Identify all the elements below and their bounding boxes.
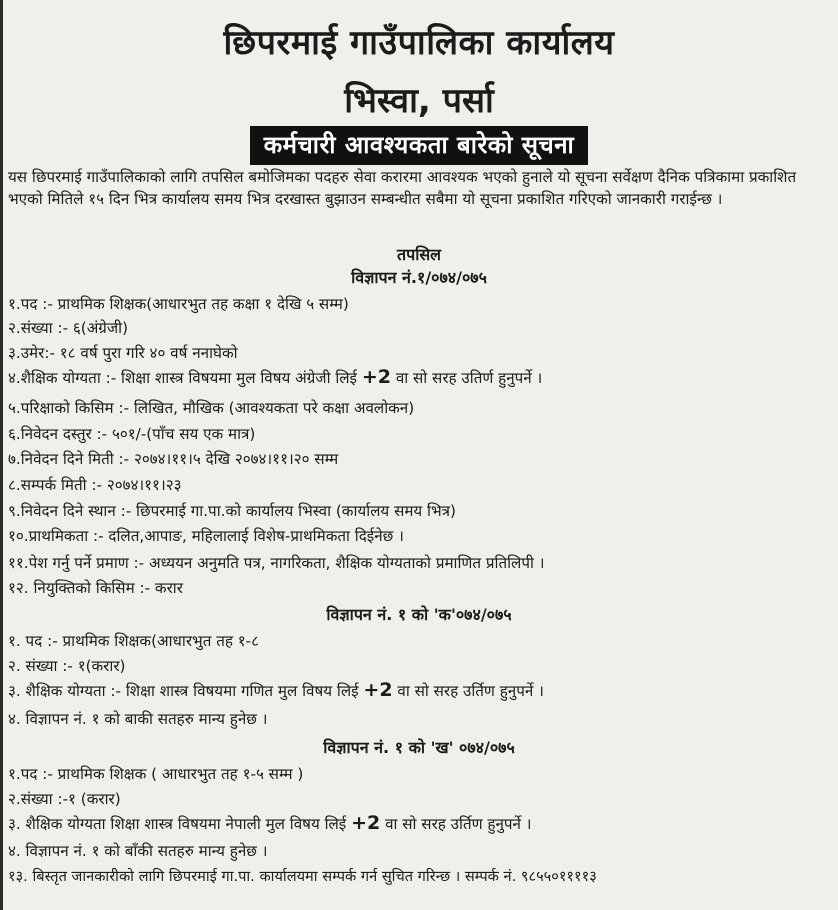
office-title: छिपरमाई गाउँपालिका कार्यालय xyxy=(223,23,615,63)
list-item: ११.पेश गर्नु पर्ने प्रमाण :- अध्ययन अनुमति पत्र, नागरिकता, शैक्षिक योग्यताको प्रमाणित प्रतिलिपी । xyxy=(8,554,545,572)
list-item: १.पद :- प्राथमिक शिक्षक ( आधारभुत तह १-५ सम्म ) xyxy=(8,765,304,783)
notice-banner: कर्मचारी आवश्यकता बारेको सूचना xyxy=(250,126,589,165)
list-item: ५.परिक्षाको किसिम :- लिखित, मौखिक (आवश्यकता परे कक्षा अवलोकन) xyxy=(8,399,415,417)
list-item-tail: वा सो सरह उर्तिण हुनुपर्ने । xyxy=(397,682,544,700)
list-item: १.पद :- प्राथमिक शिक्षक(आधारभुत तह कक्षा १ देखि ५ सम्म) xyxy=(8,295,349,313)
list-item: ६.निवेदन दस्तुर :- ५०१/-(पाँच सय एक मात्र) xyxy=(8,425,256,443)
list-item: ४. विज्ञापन नं. १ को बाँकी सतहरु मान्य हुनेछ । xyxy=(8,842,268,860)
section2-heading: विज्ञापन नं. १ को 'क'०७४/०७५ xyxy=(326,605,512,624)
section3-heading: विज्ञापन नं. १ को 'ख' ०७४/०७५ xyxy=(323,738,515,757)
section1-heading: विज्ञापन नं.१/०७४/०७५ xyxy=(351,268,487,287)
contact-item: १३. बिस्तृत जानकारीको लागि छिपरमाई गा.पा. कार्यालयमा सम्पर्क गर्न सुचित गरिन्छ । सम्पर्क नं. ९८५५०११११३ xyxy=(8,868,597,885)
list-item: १२. नियुक्तिको किसिम :- करार xyxy=(8,579,183,597)
plus-two-label: +2 xyxy=(363,679,393,701)
list-item: १०.प्राथमिकता :- दलित,आपाङ, महिलालाई विशेष-प्राथमिकता दिईनेछ । xyxy=(8,527,404,545)
tapsil-heading: तपसिल xyxy=(396,245,442,264)
list-item: २. संख्या :- १(करार) xyxy=(8,657,126,675)
office-location: भिस्वा, पर्सा xyxy=(344,81,494,121)
intro-paragraph: यस छिपरमाई गाउँपालिकाको लागि तपसिल बमोजिमका पदहरु सेवा करारमा आवश्यक भएको हुनाले यो सूचना सर्वेक्षण दैनिक पत्रिकामा प्रकाशित भएको मितिले १५ दिन भित्र कार्यालय समय भित्र दरखास्त बुझाउन सम्बन्धीत सबैमा यो सूचना प्रकाशित गरिएको जानकारी गराईन्छ । xyxy=(8,168,797,208)
list-item-with-plus2 xyxy=(8,679,544,701)
list-item-tail: वा सो सरह उर्तिण हुनुपर्ने । xyxy=(385,815,532,833)
plus-two-label: +2 xyxy=(351,812,381,834)
list-item-tail: वा सो सरह उतिर्ण हुनुपर्ने । xyxy=(395,369,543,387)
list-item-text: ४.शैक्षिक योग्यता :- शिक्षा शास्त्र विषयमा मुल विषय अंग्रेजी लिई xyxy=(8,369,358,387)
list-item: ९.निवेदन दिने स्थान :- छिपरमाई गा.पा.को कार्यालय भिस्वा (कार्यालय समय भित्र) xyxy=(8,502,456,520)
list-item-with-plus2 xyxy=(8,366,542,388)
list-item: ८.सम्पर्क मिती :- २०७४।११।२३ xyxy=(8,476,182,494)
list-item: ७.निवेदन दिने मिती :- २०७४।११।५ देखि २०७४।११।२० सम्म xyxy=(8,450,339,468)
list-item: ४. विज्ञापन नं. १ को बाकी सतहरु मान्य हुनेछ । xyxy=(8,710,268,728)
list-item: १. पद :- प्राथमिक शिक्षक(आधारभुत तह १-८ xyxy=(8,632,260,650)
banner-container xyxy=(0,126,838,165)
list-item: २.संख्या :- ६(अंग्रेजी) xyxy=(8,319,128,337)
plus-two-label: +2 xyxy=(361,366,391,388)
list-item-text: ३. शैक्षिक योग्यता शिक्षा शास्त्र विषयमा नेपाली मुल विषय लिई xyxy=(8,815,347,833)
list-item-with-plus2 xyxy=(8,812,532,834)
list-item-text: ३. शैक्षिक योग्यता :- शिक्षा शास्त्र विषयमा गणित मुल विषय लिई xyxy=(8,682,359,700)
list-item: २.संख्या :-१ (करार) xyxy=(8,790,121,808)
list-item: ३.उमेर:- १८ वर्ष पुरा गरि ४० वर्ष ननाघेको xyxy=(8,344,238,362)
